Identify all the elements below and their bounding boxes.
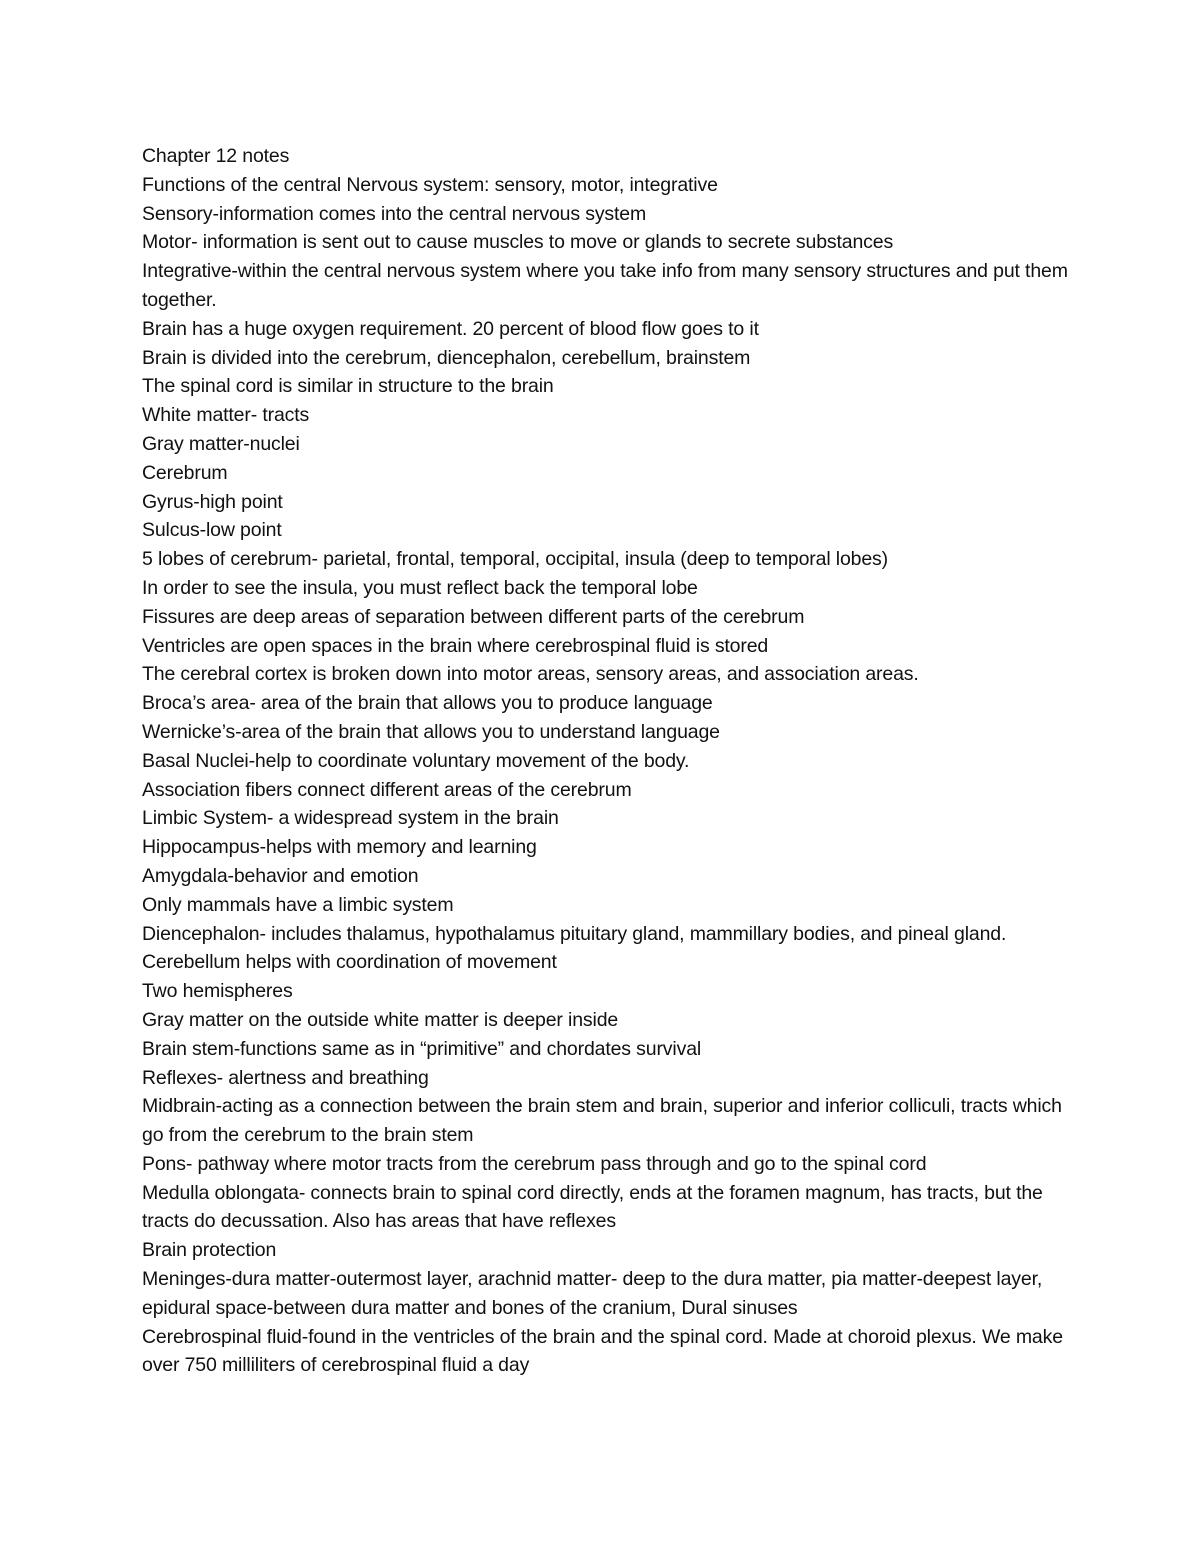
note-line: Cerebrum	[142, 461, 228, 484]
note-line: Broca’s area- area of the brain that allows you to produce language	[142, 692, 713, 715]
note-line: Gray matter-nuclei	[142, 432, 300, 455]
note-line: Brain protection	[142, 1239, 277, 1262]
note-line: Cerebrospinal fluid-found in the ventricles of the brain and the spinal cord. Made at choroid plexus. We make over 750 milliliters of cerebrospinal fluid a day	[142, 1325, 1063, 1377]
notes-body	[142, 142, 1072, 1380]
note-line: Medulla oblongata- connects brain to spinal cord directly, ends at the foramen magnum, has tracts, but the tracts do decussation. Also has areas that have reflexes	[142, 1181, 1043, 1233]
note-line: Sulcus-low point	[142, 519, 282, 542]
note-line: Diencephalon- includes thalamus, hypothalamus pituitary gland, mammillary bodies, and pineal gland.	[142, 922, 1007, 945]
note-line: Gray matter on the outside white matter is deeper inside	[142, 1008, 619, 1031]
note-line: Association fibers connect different areas of the cerebrum	[142, 778, 632, 801]
note-line: Gyrus-high point	[142, 490, 283, 513]
note-line: Basal Nuclei-help to coordinate voluntary movement of the body.	[142, 749, 690, 772]
note-line: Cerebellum helps with coordination of movement	[142, 951, 557, 974]
note-line: Brain stem-functions same as in “primitive” and chordates survival	[142, 1037, 702, 1060]
note-line: Brain is divided into the cerebrum, diencephalon, cerebellum, brainstem	[142, 346, 751, 369]
note-line: Amygdala-behavior and emotion	[142, 864, 419, 887]
note-line: In order to see the insula, you must reflect back the temporal lobe	[142, 576, 698, 599]
note-line: Ventricles are open spaces in the brain where cerebrospinal fluid is stored	[142, 634, 769, 657]
note-line: Sensory-information comes into the central nervous system	[142, 202, 647, 225]
note-line: Reflexes- alertness and breathing	[142, 1066, 429, 1089]
note-line: The spinal cord is similar in structure to the brain	[142, 375, 554, 398]
note-line: The cerebral cortex is broken down into motor areas, sensory areas, and association areas.	[142, 663, 919, 686]
note-line: Integrative-within the central nervous system where you take info from many sensory structures and put them together.	[142, 260, 1068, 311]
note-line: Motor- information is sent out to cause muscles to move or glands to secrete substances	[142, 231, 894, 254]
note-line: Functions of the central Nervous system: sensory, motor, integrative	[142, 173, 718, 196]
note-line: Midbrain-acting as a connection between the brain stem and brain, superior and inferior colliculi, tracts which go from the cerebrum to the brain stem	[142, 1095, 1062, 1147]
note-line: Only mammals have a limbic system	[142, 893, 454, 916]
note-line: Limbic System- a widespread system in the brain	[142, 807, 559, 830]
note-line: White matter- tracts	[142, 404, 310, 427]
note-line: 5 lobes of cerebrum- parietal, frontal, temporal, occipital, insula (deep to temporal lobes)	[142, 548, 888, 571]
note-line: Pons- pathway where motor tracts from the cerebrum pass through and go to the spinal cord	[142, 1152, 927, 1175]
note-line: Brain has a huge oxygen requirement. 20 percent of blood flow goes to it	[142, 317, 759, 340]
notes-title: Chapter 12 notes	[142, 145, 290, 167]
note-line: Wernicke’s-area of the brain that allows you to understand language	[142, 720, 720, 743]
note-line: Hippocampus-helps with memory and learning	[142, 836, 537, 859]
note-line: Two hemispheres	[142, 980, 293, 1003]
note-line: Fissures are deep areas of separation between different parts of the cerebrum	[142, 605, 805, 628]
note-line: Meninges-dura matter-outermost layer, arachnid matter- deep to the dura matter, pia matter-deepest layer, epidural space-between dura matter and bones of the cranium, Dural sinuses	[142, 1268, 1043, 1319]
